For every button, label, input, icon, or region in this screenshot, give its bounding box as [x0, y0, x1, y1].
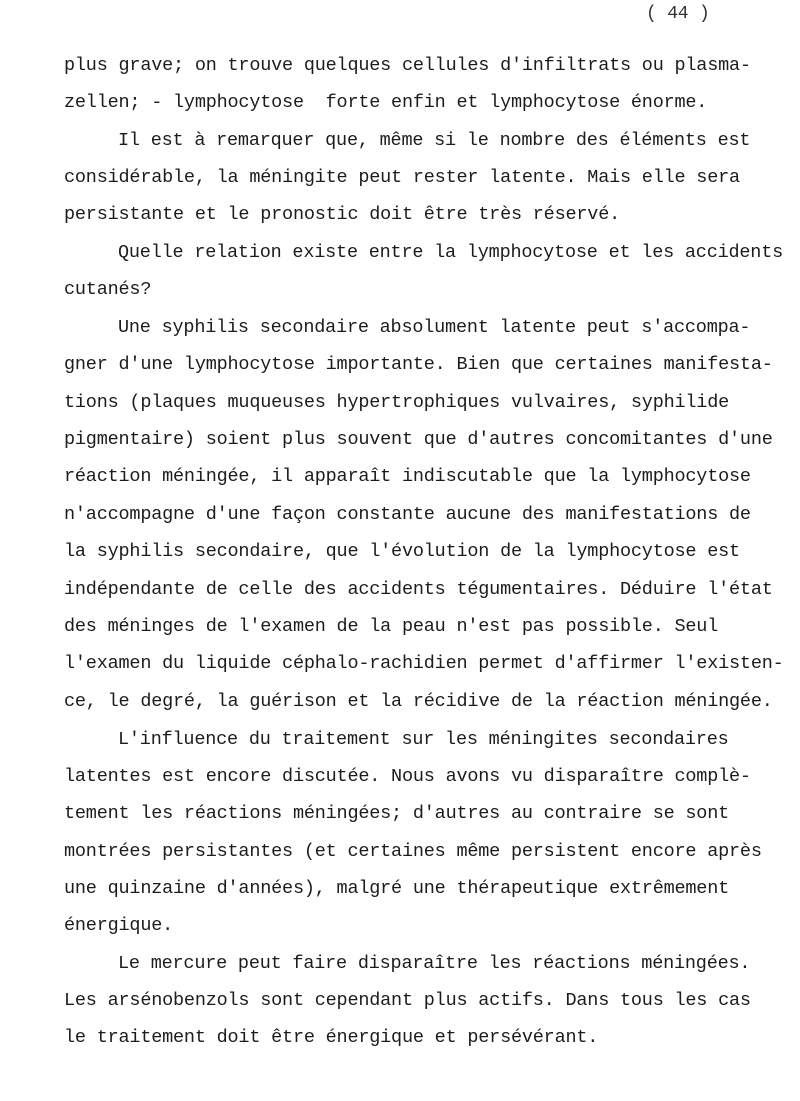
text-line: Les arsénobenzols sont cependant plus actifs. Dans tous les cas	[64, 990, 751, 1011]
text-line: cutanés?	[64, 279, 152, 300]
text-line: gner d'une lymphocytose importante. Bien que certaines manifesta-	[64, 354, 773, 375]
text-line: des méninges de l'examen de la peau n'est pas possible. Seul	[64, 616, 719, 637]
page-number: ( 44 )	[646, 4, 710, 24]
text-line: montrées persistantes (et certaines même persistent encore après	[64, 841, 762, 862]
text-line: ce, le degré, la guérison et la récidive de la réaction méningée.	[64, 691, 773, 712]
text-line: latentes est encore discutée. Nous avons vu disparaître complè-	[64, 766, 751, 787]
text-line: pigmentaire) soient plus souvent que d'autres concomitantes d'une	[64, 429, 773, 450]
text-line: Le mercure peut faire disparaître les réactions méningées.	[118, 953, 751, 974]
text-line: L'influence du traitement sur les méningites secondaires	[118, 729, 729, 750]
text-line: le traitement doit être énergique et persévérant.	[64, 1027, 599, 1048]
text-line: l'examen du liquide céphalo-rachidien permet d'affirmer l'existen-	[64, 653, 784, 674]
text-line: Quelle relation existe entre la lymphocytose et les accidents	[118, 242, 784, 263]
text-line: la syphilis secondaire, que l'évolution de la lymphocytose est	[64, 541, 740, 562]
text-line: considérable, la méningite peut rester latente. Mais elle sera	[64, 167, 740, 188]
text-line: réaction méningée, il apparaît indiscutable que la lymphocytose	[64, 466, 751, 487]
text-line: Une syphilis secondaire absolument latente peut s'accompa-	[118, 317, 751, 338]
text-line: zellen; - lymphocytose forte enfin et lymphocytose énorme.	[64, 92, 708, 113]
text-line: indépendante de celle des accidents tégumentaires. Déduire l'état	[64, 579, 773, 600]
text-line: tions (plaques muqueuses hypertrophiques vulvaires, syphilide	[64, 392, 730, 413]
text-line: n'accompagne d'une façon constante aucune des manifestations de	[64, 504, 751, 525]
text-line: tement les réactions méningées; d'autres au contraire se sont	[64, 803, 730, 824]
text-line: une quinzaine d'années), malgré une thérapeutique extrêmement	[64, 878, 730, 899]
text-line: plus grave; on trouve quelques cellules d'infiltrats ou plasma-	[64, 55, 751, 76]
text-line: énergique.	[64, 915, 174, 936]
text-line: Il est à remarquer que, même si le nombre des éléments est	[118, 130, 751, 151]
text-line: persistante et le pronostic doit être très réservé.	[64, 204, 620, 225]
